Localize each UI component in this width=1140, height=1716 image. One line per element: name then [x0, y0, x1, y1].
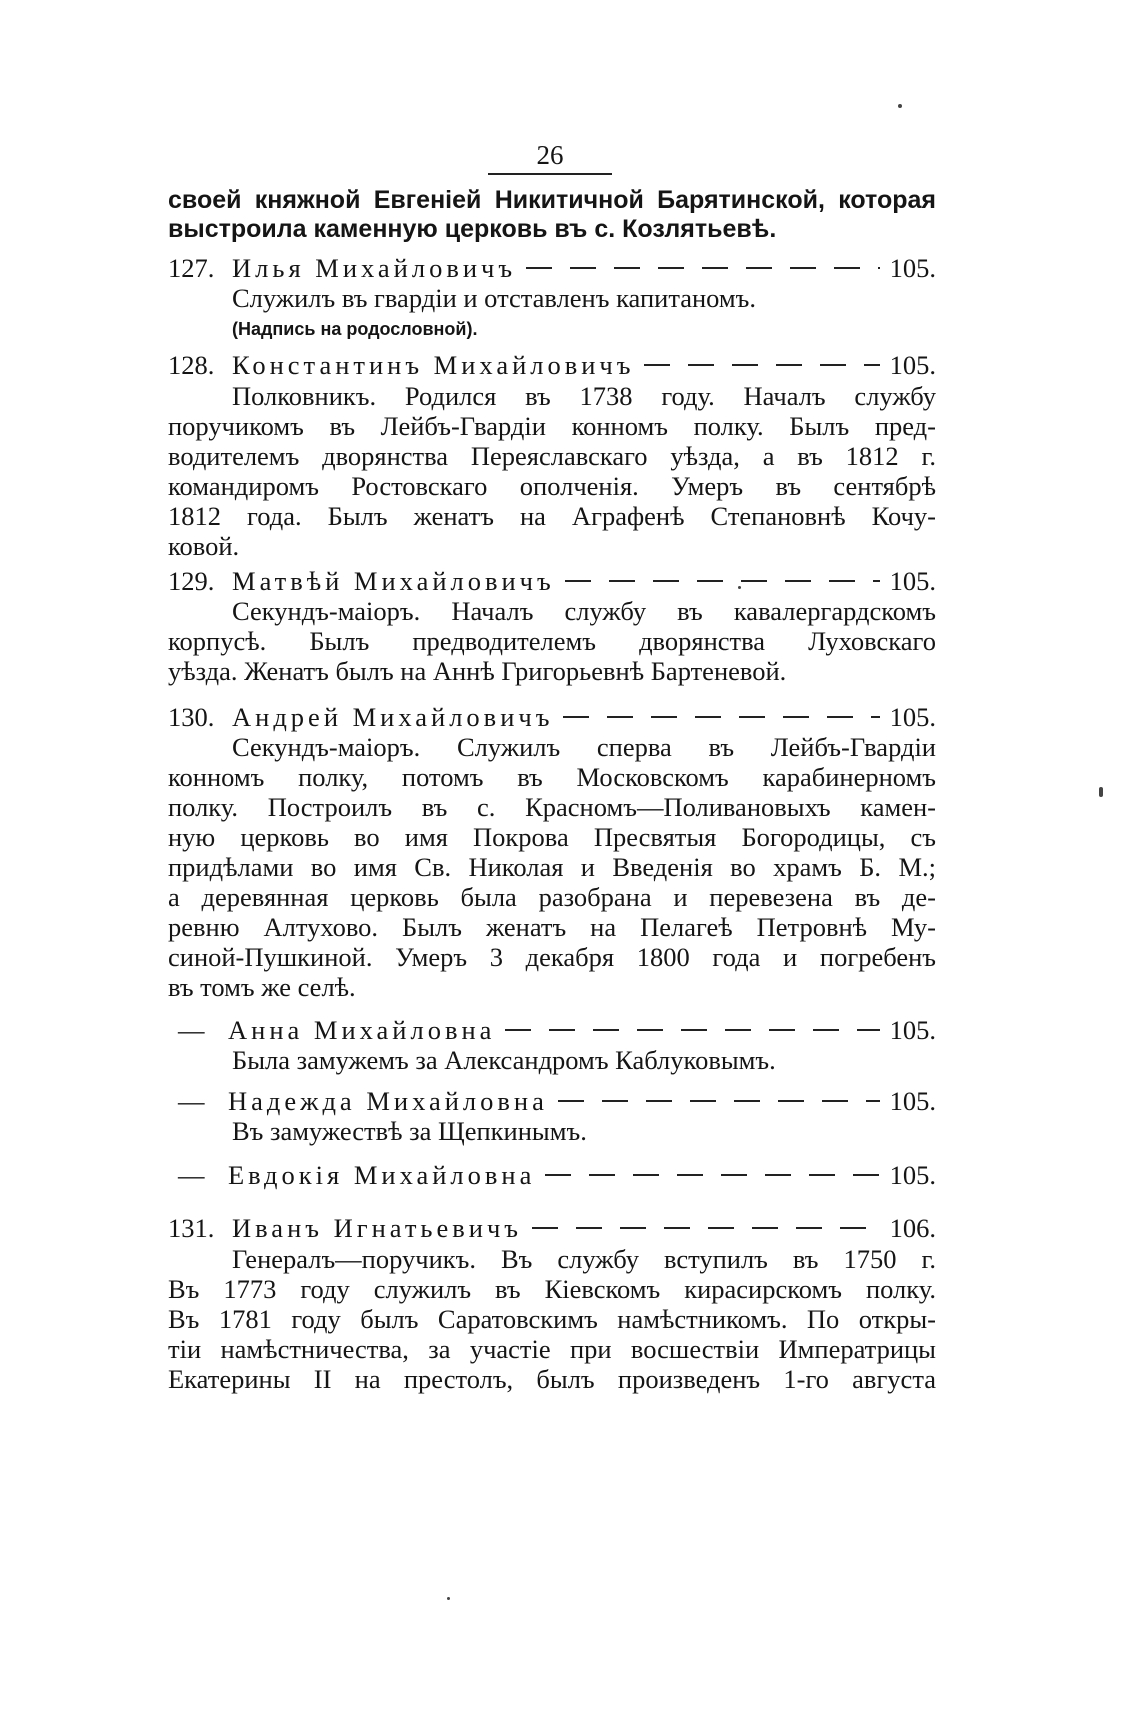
- entry-number: 128.: [168, 350, 215, 380]
- entry-text-line: въ томъ же селѣ.: [168, 972, 356, 1002]
- entry-text-line: 1812 года. Былъ женатъ на Аграфенѣ Степановнѣ Кочу-: [168, 501, 936, 531]
- entry-heading: [168, 252, 936, 284]
- entry-name: Надежда Михайловна: [228, 1086, 548, 1116]
- entry-text-line: Была замужемъ за Александромъ Каблуковымъ.: [232, 1045, 776, 1075]
- dash-leader: [526, 267, 880, 269]
- entry-heading: [168, 701, 936, 733]
- entry-name: Евдокія Михайловна: [228, 1160, 536, 1190]
- entry-dash: —: [178, 1015, 205, 1045]
- dash-leader: [644, 364, 879, 366]
- entry-reference: 105.: [889, 253, 936, 283]
- entry-text-line: ковой.: [168, 531, 240, 561]
- scan-speck: [898, 104, 902, 108]
- entry-heading: [168, 1212, 936, 1244]
- entry-text-line: водителемъ дворянства Переяславскаго уѣзда, а въ 1812 г.: [168, 441, 936, 471]
- entry-heading: [168, 565, 936, 597]
- scan-speck: [738, 586, 741, 589]
- entry-text-line: Секундъ-маіоръ. Началъ службу въ кавалергардскомъ: [232, 596, 936, 626]
- entry-dash: —: [178, 1160, 205, 1190]
- scan-speck: [1099, 787, 1103, 797]
- entry-reference: 105.: [889, 566, 936, 596]
- page-number-rule: [488, 173, 612, 175]
- dash-leader: [505, 1029, 879, 1031]
- entry-name: Матвѣй Михайловичъ: [232, 566, 555, 596]
- entry-name: Иванъ Игнатьевичъ: [232, 1213, 522, 1243]
- entry-number: 129.: [168, 566, 215, 596]
- entry-number: 130.: [168, 702, 215, 732]
- entry-number: 127.: [168, 253, 215, 283]
- entry-heading: [168, 1159, 936, 1191]
- page-number: 26: [536, 140, 564, 170]
- entry-heading: [168, 1085, 936, 1117]
- entry-text-line: синой-Пушкиной. Умеръ 3 декабря 1800 года и погребенъ: [168, 942, 936, 972]
- entry-text-line: Екатерины II на престолъ, былъ произведенъ 1-го августа: [168, 1364, 936, 1394]
- entry-text-line: конномъ полку, потомъ въ Московскомъ карабинерномъ: [168, 762, 936, 792]
- entry-heading: [168, 349, 936, 381]
- entry-text-line: Служилъ въ гвардіи и отставленъ капитаномъ.: [232, 283, 757, 313]
- entry-text-line: ревню Алтухово. Былъ женатъ на Пелагеѣ Петровнѣ Му-: [168, 912, 936, 942]
- entry-text-line: Полковникъ. Родился въ 1738 году. Началъ службу: [232, 381, 936, 411]
- entry-text-line: Въ 1781 году былъ Саратовскимъ намѣстникомъ. По откры-: [168, 1304, 936, 1334]
- entry-text-line: корпусѣ. Былъ предводителемъ дворянства Луховскаго: [168, 626, 936, 656]
- intro-line: выстроила каменную церковь въ с. Козлятьевѣ.: [168, 215, 777, 243]
- entry-text-line: Въ 1773 году служилъ въ Кіевскомъ кирасирскомъ полку.: [168, 1274, 936, 1304]
- entry-reference: 105.: [889, 702, 936, 732]
- entry-reference: 106.: [889, 1213, 936, 1243]
- entry-text-line: поручикомъ въ Лейбъ-Гвардіи конномъ полку. Былъ пред-: [168, 411, 936, 441]
- entry-reference: 105.: [889, 1160, 936, 1190]
- entry-text-line: придѣлами во имя Св. Николая и Введенія во храмъ Б. М.;: [168, 852, 936, 882]
- entry-reference: 105.: [889, 350, 936, 380]
- scan-speck: [447, 1597, 450, 1600]
- dash-leader: [532, 1227, 880, 1229]
- entry-name: Анна Михайловна: [228, 1015, 496, 1045]
- entry-text-line: тіи намѣстничества, за участіе при восшествіи Императрицы: [168, 1334, 936, 1364]
- entry-text-line: а деревянная церковь была разобрана и перевезена въ де-: [168, 882, 936, 912]
- entry-number: 131.: [168, 1213, 215, 1243]
- dash-leader: [563, 716, 879, 718]
- entry-text-line: Генералъ—поручикъ. Въ службу вступилъ въ 1750 г.: [232, 1244, 936, 1274]
- dash-leader: [565, 580, 880, 582]
- entry-reference: 105.: [889, 1015, 936, 1045]
- entry-reference: 105.: [889, 1086, 936, 1116]
- entry-text-line: уѣзда. Женатъ былъ на Аннѣ Григорьевнѣ Бартеневой.: [168, 656, 787, 686]
- entry-name: Константинъ Михайловичъ: [232, 350, 635, 380]
- entry-note: (Надпись на родословной).: [232, 319, 478, 339]
- dash-leader: [545, 1174, 879, 1176]
- entry-name: Андрей Михайловичъ: [232, 702, 554, 732]
- entry-name: Илья Михайловичъ: [232, 253, 517, 283]
- entry-text-line: Секундъ-маіоръ. Служилъ сперва въ Лейбъ-Гвардіи: [232, 732, 936, 762]
- intro-line: своей княжной Евгеніей Никитичной Барятинской, которая: [168, 186, 936, 214]
- entry-text-line: командиромъ Ростовскаго ополченія. Умеръ въ сентябрѣ: [168, 471, 936, 501]
- entry-dash: —: [178, 1086, 205, 1116]
- entry-text-line: ную церковь во имя Покрова Пресвятыя Богородицы, съ: [168, 822, 936, 852]
- entry-text-line: полку. Построилъ въ с. Красномъ—Поливановыхъ камен-: [168, 792, 936, 822]
- dash-leader: [558, 1100, 880, 1102]
- entry-heading: [168, 1014, 936, 1046]
- entry-text-line: Въ замужествѣ за Щепкинымъ.: [232, 1116, 587, 1146]
